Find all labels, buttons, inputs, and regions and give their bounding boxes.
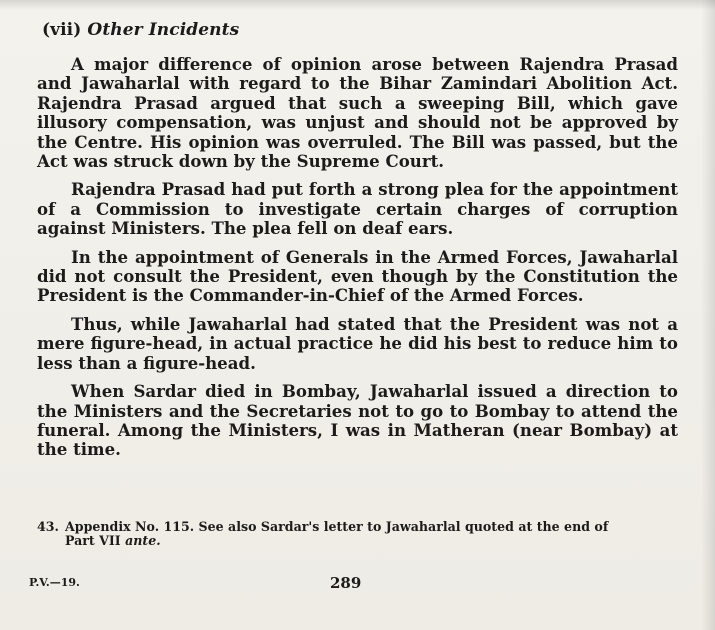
paragraph: A major difference of opinion arose between Rajendra Prasad and Jawaharlal with regard to the Bihar Zamindari Abolition Act. Rajendra Prasad argued that such a sweeping Bill, which gave illusory compensation, was unjust and should not be approved by the Centre. His opinion was overruled. The Bill was passed, but the Act was struck down by the Supreme Court. [37, 54, 678, 172]
paragraph: In the appointment of Generals in the Armed Forces, Jawaharlal did not consult the President, even though by the Constitution the President is the Commander-in-Chief of the Armed Forces. [37, 246, 678, 306]
section-heading [42, 20, 239, 40]
page-right-shadow [701, 0, 715, 630]
footnote-line [37, 520, 678, 534]
paragraph: When Sardar died in Bombay, Jawaharlal issued a direction to the Ministers and the Secretaries not to go to Bombay to attend the funeral. Among the Ministers, I was in Matheran (near Bombay) at the time. [37, 381, 678, 460]
footnote-italic-ante: ante. [125, 533, 161, 548]
footnote-line [37, 534, 678, 548]
page-top-shadow [0, 0, 715, 10]
page-number: 289 [330, 574, 362, 592]
footnote-number: 43. [37, 519, 59, 534]
footnote-text-line2: Part VII [65, 533, 121, 548]
footnote-text-line1: Appendix No. 115. See also Sardar's letter to Jawaharlal quoted at the end of [65, 519, 609, 534]
section-number: (vii) [42, 20, 82, 40]
section-title: Other Incidents [87, 20, 240, 40]
paragraph: Thus, while Jawaharlal had stated that the President was not a mere figure-head, in actual practice he did his best to reduce him to less than a figure-head. [37, 313, 678, 373]
footnote [37, 520, 678, 548]
paragraph: Rajendra Prasad had put forth a strong plea for the appointment of a Commission to investigate certain charges of corruption against Ministers. The plea fell on deaf ears. [37, 179, 678, 239]
signature-mark: P.V.—19. [29, 576, 80, 589]
body-text [37, 55, 678, 469]
